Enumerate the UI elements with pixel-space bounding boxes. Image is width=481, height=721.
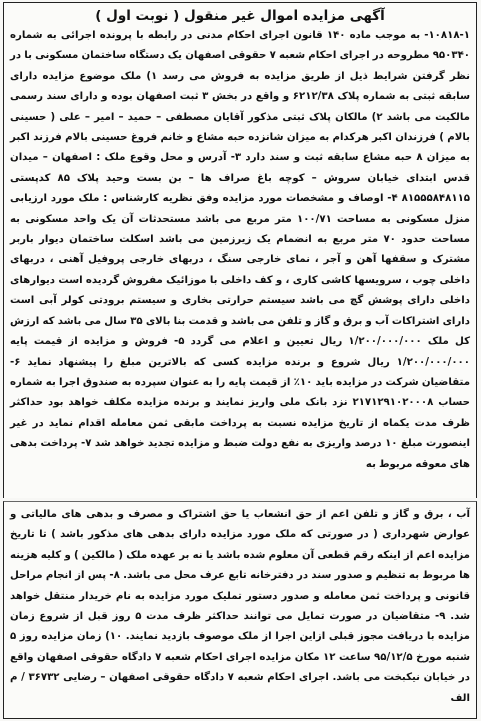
notice-paragraph-1: ۱۰۸۱۸-۱- به موجب ماده ۱۴۰ قانون اجرای احکام مدنی در رابطه با پرونده اجرائی به شماره ۹۵۰۳۴۰ مطروحه در اجرای احکام شعبه ۷ حقوقی اصفهان یک دستگاه ساختمان مسکونی با در نظر گرفتن شرایط ذیل از طریق مزایده به فروش می رسد ۱) ملک موضوع مزایده دارای سابقه ثبتی به شماره پلاک ۶۲۱۲/۳۸ و واقع در بخش ۳ ثبت اصفهان بوده و دارای سند رسمی مالکیت می باشد ۲) مالکان پلاک ثبتی مذکور آقایان مصطفی – حمید – امیر – علی ( حسینی بالام ) فرزندان اکبر هرکدام به میزان شانزده حبه مشاع و خانم فروغ حسینی بالام فرزند اکبر به میزان ۸ حبه مشاع سابقه ثبت و سند دارد ۳- آدرس و محل وقوع ملک : اصفهان – میدان قدس ابتدای خیابان سروش – کوچه باغ صراف ها – بن بست وحید پلاک ۸۵ کدپستی ۸۱۵۵۵۸۴۸۱۱۵ ۴- اوصاف و مشخصات مورد مزایده وفق نظریه کارشناس : ملک مورد ارزیابی منزل مسکونی به مساحت ۱۰۰/۷۱ متر مربع می باشد مستحدثات آن یک واحد مسکونی به مساحت حدود ۷۰ متر مربع به انضمام یک زیرزمین می باشد اسکلت ساختمان دیوار باربر مشترک و سقفها آهن و آجر ، نمای خارجی سنگ ، دربهای خارجی پروفیل آهنی ، دربهای داخلی چوب ، سرویسها کاشی کاری ، و کف داخلی با موزائیک مفروش گردیده است دیوارهای داخلی دارای پوشش گچ می باشد سیستم حرارتی بخاری و سیستم برودتی کولر آبی است دارای اشتراکات آب و برق و گاز و تلفن می باشد و قدمت بنا بالای ۳۵ سال می باشد که ارزش کل ملک ۱/۲۰۰/۰۰۰/۰۰۰ ریال تعیین و اعلام می گردد ۵- فروش و مزایده از قیمت پایه ۱/۲۰۰/۰۰۰/۰۰۰ ریال شروع و برنده مزایده کسی که بالاترین مبلغ را پیشنهاد نماید ۶- متقاضیان شرکت در مزایده باید ۱۰٪ از قیمت پایه را به عنوان سپرده به صندوق اجرا به شماره حساب ۲۱۷۱۲۹۱۰۲۰۰۰۸ نزد بانک ملی واریز نمایند و برنده مزایده مکلف خواهد بود حداکثر ظرف مدت یکماه از تاریخ مزایده نسبت به پرداخت مابقی ثمن معامله اقدام نماید در غیر اینصورت مبلغ ۱۰ درصد واریزی به نفع دولت ضبط و مزایده تجدید خواهد شد ۷- پرداخت بدهی های معوقه مربوط به [10, 30, 471, 470]
notice-title: آگهی مزایده اموال غیر منقول ( نوبت اول ) [95, 8, 385, 24]
notice-paragraph-2: آب ، برق و گاز و تلفن اعم از حق انشعاب یا حق اشتراک و مصرف و بدهی های مالیاتی و عوارض شهرداری ( در صورتی که ملک مورد مزایده دارای بدهی های مذکور باشد ) تا تاریخ مزایده اعم از اینکه رقم قطعی آن معلوم شده باشد یا نه بر عهده ملک ( مالکین ) و کلیه هزینه ها مربوط به تنظیم و صدور سند در دفترخانه تابع عرف محل می باشد. ۸- پس از انجام مراحل قانونی و پرداخت ثمن معامله و صدور دستور تملیک مورد مزایده به نام خریدار منتقل خواهد شد. ۹- متقاضیان در صورت تمایل می توانند حداکثر ظرف مدت ۵ روز قبل از شروع زمان مزایده با دریافت مجوز قبلی ازاین اجرا از ملک موصوف بازدید نمایند. ۱۰) زمان مزایده روز ۵ شنبه مورخ ۹۵/۱۲/۵ ساعت ۱۲ مکان مزایده اجرای احکام شعبه ۷ دادگاه حقوقی اصفهان واقع در خیابان نیکبخت می باشد. اجرای احکام شعبه ۷ دادگاه حقوقی اصفهان – رضایی ۳۶۷۳۲ / م الف [10, 509, 470, 704]
notice-column-top [3, 2, 477, 498]
notice-column-bottom [3, 501, 477, 719]
